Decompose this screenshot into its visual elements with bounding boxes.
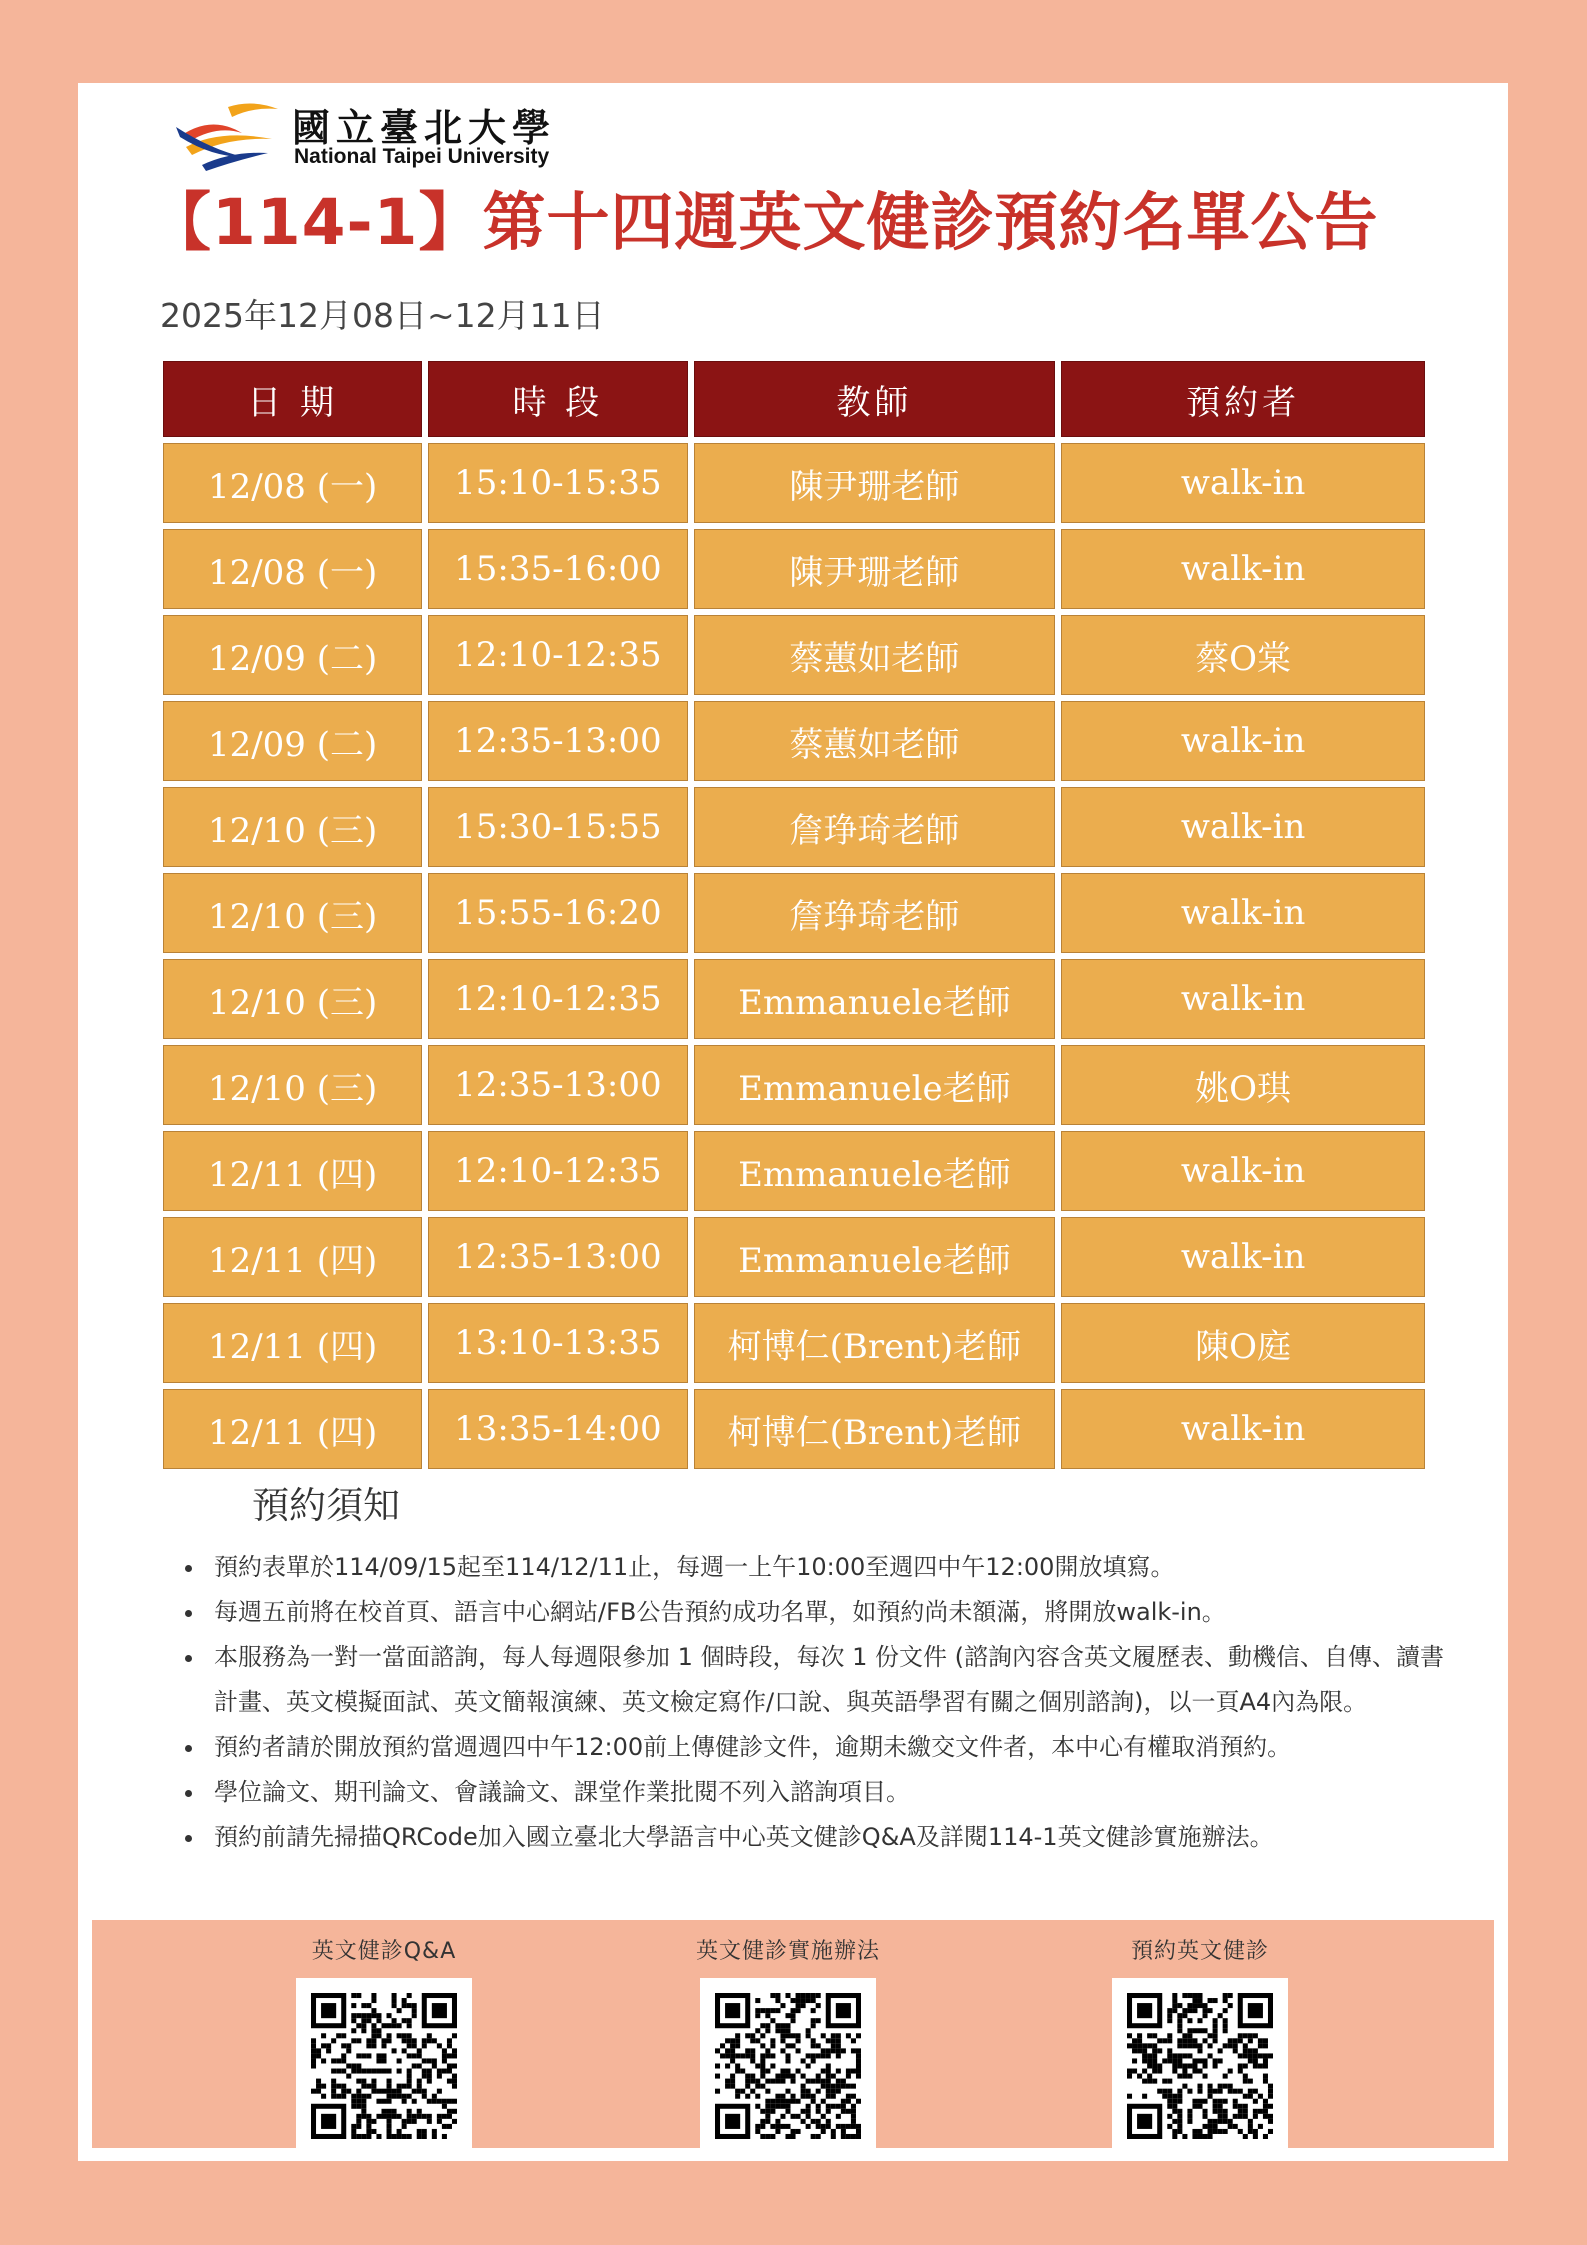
table-row (163, 1303, 1425, 1383)
cell-time: 12:35-13:00 (428, 701, 687, 781)
cell-teacher: Emmanuele老師 (694, 1045, 1056, 1125)
header-teacher: 教師 (694, 361, 1056, 437)
table-header-row (163, 361, 1425, 437)
list-item: • 每週五前將在校首頁、語言中心網站/FB公告預約成功名單，如預約尚未額滿，將開放walk-in。 (206, 1590, 1466, 1635)
cell-time: 12:10-12:35 (428, 1131, 687, 1211)
cell-date: 12/10 (三) (163, 787, 422, 867)
cell-date: 12/10 (三) (163, 873, 422, 953)
list-item: • 預約前請先掃描QRCode加入國立臺北大學語言中心英文健診Q&A及詳閱114-1英文健診實施辦法。 (206, 1815, 1466, 1860)
table-row (163, 1131, 1425, 1211)
cell-date: 12/09 (二) (163, 701, 422, 781)
table-row (163, 529, 1425, 609)
notes-list (180, 1545, 1466, 1860)
cell-date: 12/10 (三) (163, 959, 422, 1039)
table-row (163, 873, 1425, 953)
cell-booker: walk-in (1061, 1389, 1425, 1469)
cell-date: 12/08 (一) (163, 529, 422, 609)
qr-label: 英文健診實施辦法 (695, 1939, 880, 1964)
cell-date: 12/11 (四) (163, 1131, 422, 1211)
table-row (163, 701, 1425, 781)
table-row (163, 787, 1425, 867)
header-date: 日 期 (163, 361, 422, 437)
qr-code-icon[interactable] (700, 1978, 876, 2154)
cell-time: 12:35-13:00 (428, 1045, 687, 1125)
cell-time: 13:10-13:35 (428, 1303, 687, 1383)
university-logo (172, 95, 612, 177)
qr-label: 預約英文健診 (1130, 1939, 1269, 1964)
cell-time: 12:35-13:00 (428, 1217, 687, 1297)
cell-booker: walk-in (1061, 1131, 1425, 1211)
cell-teacher: Emmanuele老師 (694, 1217, 1056, 1297)
cell-time: 13:35-14:00 (428, 1389, 687, 1469)
qr-code-icon[interactable] (1112, 1978, 1288, 2154)
cell-booker: walk-in (1061, 959, 1425, 1039)
cell-booker: walk-in (1061, 787, 1425, 867)
table-row (163, 615, 1425, 695)
list-item: • 學位論文、期刊論文、會議論文、課堂作業批閱不列入諮詢項目。 (206, 1770, 1466, 1815)
cell-time: 12:10-12:35 (428, 615, 687, 695)
cell-date: 12/11 (四) (163, 1217, 422, 1297)
cell-teacher: 柯博仁(Brent)老師 (694, 1303, 1056, 1383)
cell-time: 12:10-12:35 (428, 959, 687, 1039)
cell-time: 15:35-16:00 (428, 529, 687, 609)
cell-booker: walk-in (1061, 701, 1425, 781)
header-time: 時 段 (428, 361, 687, 437)
cell-teacher: 陳尹珊老師 (694, 443, 1056, 523)
table-row (163, 1045, 1425, 1125)
cell-teacher: 蔡蕙如老師 (694, 701, 1056, 781)
cell-date: 12/08 (一) (163, 443, 422, 523)
cell-time: 15:10-15:35 (428, 443, 687, 523)
cell-teacher: 詹琤琦老師 (694, 787, 1056, 867)
cell-booker: walk-in (1061, 443, 1425, 523)
list-item: • 本服務為一對一當面諮詢，每人每週限參加 1 個時段，每次 1 份文件 (諮詢內容含英文履歷表、動機信、自傳、讀書計畫、英文模擬面試、英文簡報演練、英文檢定寫作/口說、與英語學習有關之個別諮詢)，以一頁A4內為限。 (206, 1635, 1466, 1725)
logo-chinese-name: 國立臺北大學 (292, 105, 557, 150)
appointment-table (157, 355, 1431, 1475)
cell-booker: 陳O庭 (1061, 1303, 1425, 1383)
university-emblem-icon (172, 95, 287, 175)
qr-code-icon[interactable] (296, 1978, 472, 2154)
cell-time: 15:55-16:20 (428, 873, 687, 953)
table-row (163, 959, 1425, 1039)
cell-booker: walk-in (1061, 1217, 1425, 1297)
qr-block-qa (244, 1920, 524, 2154)
qr-block-booking (1060, 1920, 1340, 2154)
cell-date: 12/11 (四) (163, 1389, 422, 1469)
cell-teacher: 詹琤琦老師 (694, 873, 1056, 953)
table-row (163, 1389, 1425, 1469)
page-title: 【114-1】第十四週英文健診預約名單公告 (148, 186, 1379, 259)
list-item: • 預約表單於114/09/15起至114/12/11止，每週一上午10:00至週四中午12:00開放填寫。 (206, 1545, 1466, 1590)
cell-booker: walk-in (1061, 873, 1425, 953)
cell-date: 12/09 (二) (163, 615, 422, 695)
date-range: 2025年12月08日~12月11日 (160, 296, 605, 335)
list-item: • 預約者請於開放預約當週週四中午12:00前上傳健診文件，逾期未繳交文件者，本中心有權取消預約。 (206, 1725, 1466, 1770)
cell-booker: 蔡O棠 (1061, 615, 1425, 695)
logo-english-name: National Taipei University (294, 145, 550, 168)
cell-teacher: Emmanuele老師 (694, 1131, 1056, 1211)
cell-teacher: 柯博仁(Brent)老師 (694, 1389, 1056, 1469)
header-booker: 預約者 (1061, 361, 1425, 437)
qr-block-rules (648, 1920, 928, 2154)
cell-booker: walk-in (1061, 529, 1425, 609)
cell-teacher: 陳尹珊老師 (694, 529, 1056, 609)
notes-title: 預約須知 (252, 1484, 400, 1527)
cell-teacher: 蔡蕙如老師 (694, 615, 1056, 695)
cell-teacher: Emmanuele老師 (694, 959, 1056, 1039)
qr-label: 英文健診Q&A (311, 1939, 457, 1964)
table-row (163, 1217, 1425, 1297)
qr-code-section (92, 1920, 1494, 2148)
cell-date: 12/10 (三) (163, 1045, 422, 1125)
cell-booker: 姚O琪 (1061, 1045, 1425, 1125)
table-row (163, 443, 1425, 523)
cell-date: 12/11 (四) (163, 1303, 422, 1383)
cell-time: 15:30-15:55 (428, 787, 687, 867)
